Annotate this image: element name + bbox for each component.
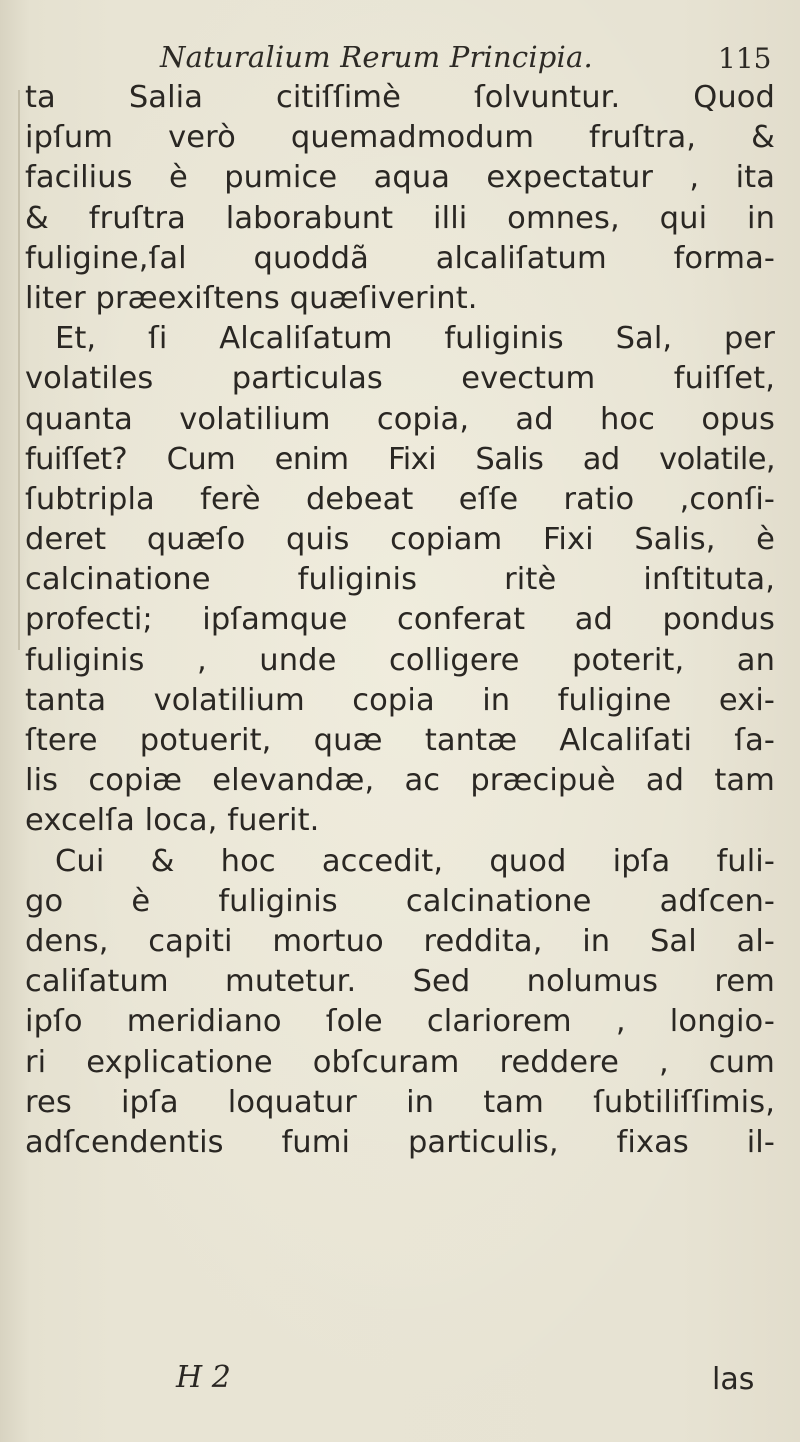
text-line: liter præexiſtens quæſiverint. <box>25 280 478 316</box>
text-line: & fruſtra laborabunt illi omnes, qui in <box>25 200 775 236</box>
text-line: quanta volatilium copia, ad hoc opus <box>25 401 775 437</box>
text-line: deret quæſo quis copiam Fixi Salis, è <box>25 522 775 558</box>
text-line: caliſatum mutetur. Sed nolumus rem <box>25 964 775 1000</box>
catchword: las <box>712 1362 755 1397</box>
text-line: fuligine,ſal quoddã alcaliſatum forma- <box>25 240 775 276</box>
running-title: Naturalium Rerum Principia. <box>160 40 593 74</box>
text-line: fuiſſet? Cum enim Fixi Salis ad volatile, <box>25 441 775 477</box>
margin-shadow-line <box>18 90 20 650</box>
body-text <box>25 78 775 1163</box>
signature-mark: H 2 <box>176 1360 231 1395</box>
text-line: go è fuliginis calcinatione adſcen- <box>25 883 775 919</box>
page-number: 115 <box>718 42 772 75</box>
text-line: facilius è pumice aqua expectatur , ita <box>25 160 775 196</box>
text-line: tanta volatilium copia in fuligine exi- <box>25 682 775 718</box>
text-line: lis copiæ elevandæ, ac præcipuè ad tam <box>25 763 775 799</box>
text-line: ipſo meridiano ſole clariorem , longio- <box>25 1004 775 1040</box>
text-line: ſubtripla ferè debeat eſſe ratio ,conſi- <box>25 481 775 517</box>
text-line: fuliginis , unde colligere poterit, an <box>25 642 775 678</box>
text-line: ipſum verò quemadmodum fruſtra, & <box>25 120 775 156</box>
text-line: ta Salia citiſſimè ſolvuntur. Quod <box>25 80 775 115</box>
text-line: calcinatione fuliginis ritè inſtituta, <box>25 562 775 598</box>
text-line: excelſa loca, fuerit. <box>25 803 320 839</box>
text-line: profecti; ipſamque conferat ad pondus <box>25 602 775 638</box>
text-line: ſtere potuerit, quæ tantæ Alcaliſati ſa- <box>25 723 775 758</box>
text-line: dens, capiti mortuo reddita, in Sal al- <box>25 923 775 959</box>
text-line: ri explicatione obſcuram reddere , cum <box>25 1044 775 1080</box>
text-line: Cui & hoc accedit, quod ipſa fuli- <box>55 843 775 879</box>
text-line: res ipſa loquatur in tam ſubtiliſſimis, <box>25 1084 775 1120</box>
text-line: adſcendentis fumi particulis, fixas il- <box>25 1124 775 1160</box>
text-line: Et, ſi Alcaliſatum fuliginis Sal, per <box>55 321 775 357</box>
text-line: volatiles particulas evectum fuiſſet, <box>25 361 775 397</box>
